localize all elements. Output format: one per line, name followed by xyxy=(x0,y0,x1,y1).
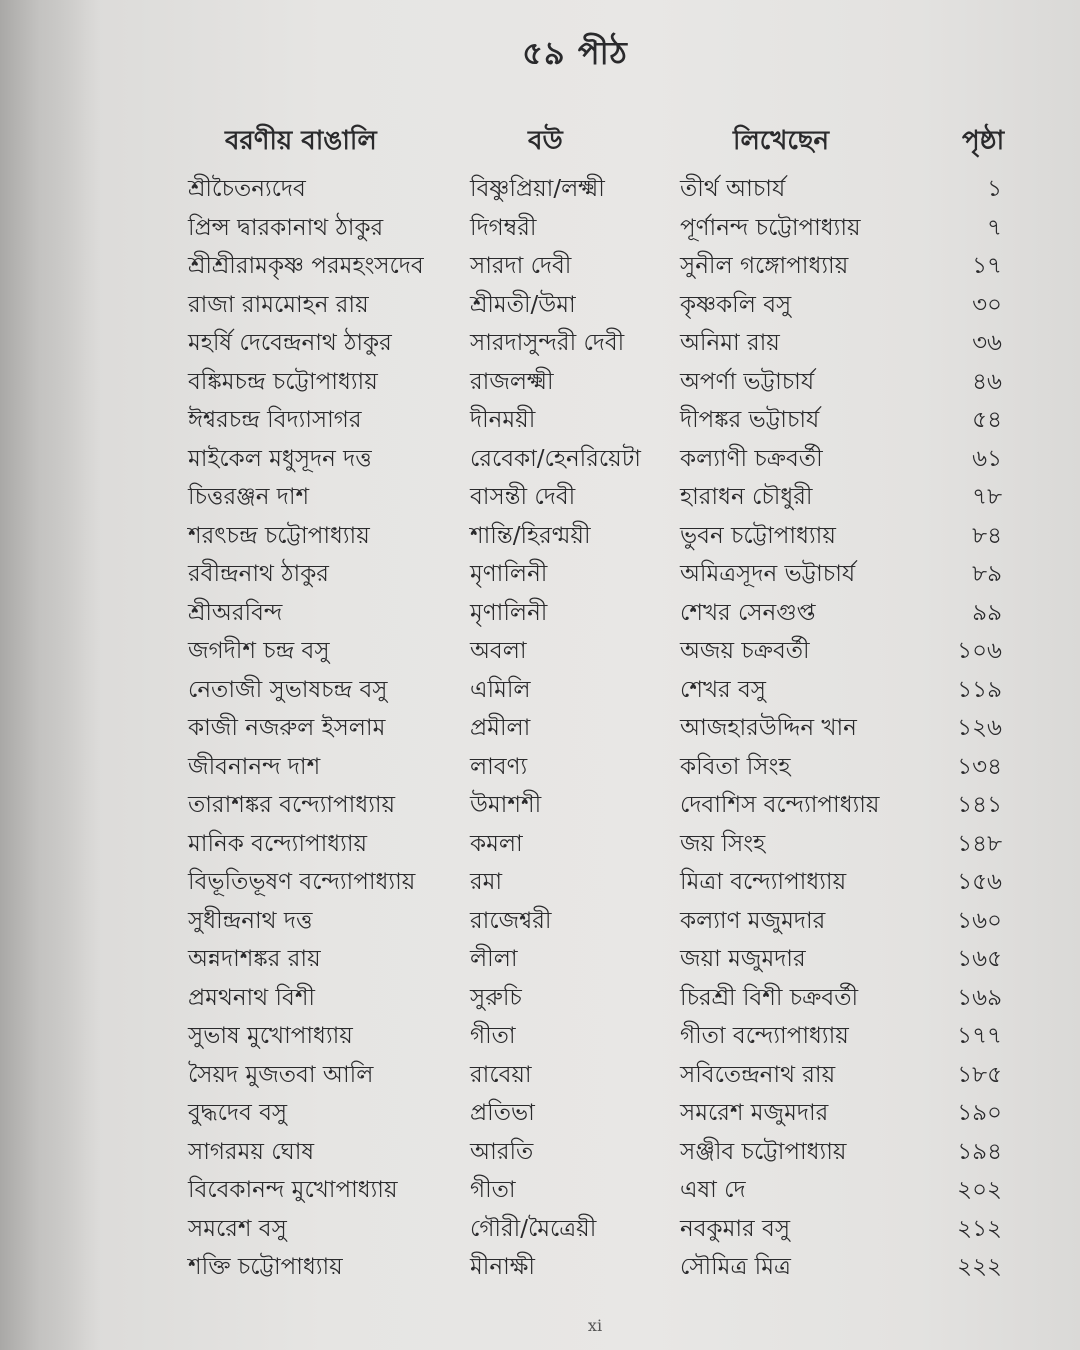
author-name: চিরশ্রী বিশী চক্রবর্তী xyxy=(680,984,859,1011)
page-number: ১৬০ xyxy=(957,907,1002,934)
page-number: ৮৯ xyxy=(972,561,1002,587)
celebrity-name: প্রমথনাথ বিশী xyxy=(188,984,316,1011)
celebrity-name: বিভূতিভূষণ বন্দ্যোপাধ্যায় xyxy=(188,869,416,895)
table-row xyxy=(0,632,1080,671)
author-name: সৌমিত্র মিত্র xyxy=(680,1254,791,1280)
page-number: ২০২ xyxy=(957,1177,1002,1203)
author-name: মিত্রা বন্দ্যোপাধ্যায় xyxy=(680,869,847,895)
table-row xyxy=(0,671,1080,710)
page-number: ৮৪ xyxy=(972,522,1002,549)
table-row xyxy=(0,1017,1080,1056)
page-number: ৪৬ xyxy=(972,368,1002,395)
page-number: ১৯০ xyxy=(957,1100,1002,1126)
table-row xyxy=(0,786,1080,825)
table-row xyxy=(0,555,1080,594)
table-row xyxy=(0,517,1080,556)
celebrity-name: তারাশঙ্কর বন্দ্যোপাধ্যায় xyxy=(188,792,396,818)
table-row xyxy=(0,1171,1080,1210)
wife-name: গীতা xyxy=(470,1023,516,1049)
wife-name: বিষ্ণুপ্রিয়া/লক্ষ্মী xyxy=(470,176,605,202)
table-row xyxy=(0,170,1080,209)
wife-name: লাবণ্য xyxy=(470,753,528,780)
author-name: দীপঙ্কর ভট্টাচার্য xyxy=(680,407,820,433)
page-number: ১৪৮ xyxy=(957,830,1002,857)
wife-name: গীতা xyxy=(470,1177,516,1203)
celebrity-name: ঈশ্বরচন্দ্র বিদ্যাসাগর xyxy=(188,407,362,433)
page-number-footer: xi xyxy=(587,1316,603,1335)
page-number: ১৮৫ xyxy=(957,1061,1002,1088)
celebrity-name: শ্রীচৈতন্যদেব xyxy=(188,176,306,202)
author-name: শেখর সেনগুপ্ত xyxy=(680,599,816,626)
wife-name: গৌরী/মৈত্রেয়ী xyxy=(470,1215,597,1242)
celebrity-name: নেতাজী সুভাষচন্দ্র বসু xyxy=(188,676,388,703)
celebrity-name: বুদ্ধদেব বসু xyxy=(188,1100,288,1126)
page-number: ১৭ xyxy=(972,253,1002,279)
page-number: ৭৮ xyxy=(972,484,1002,510)
page-number: ৬১ xyxy=(972,445,1002,472)
wife-name: শ্রীমতী/উমা xyxy=(470,291,576,318)
author-name: কবিতা সিংহ xyxy=(680,753,791,780)
table-row xyxy=(0,1210,1080,1249)
wife-name: লীলা xyxy=(470,946,518,972)
author-name: সবিতেন্দ্রনাথ রায় xyxy=(680,1061,836,1088)
wife-name: মৃণালিনী xyxy=(470,599,548,626)
table-row xyxy=(0,1248,1080,1287)
celebrity-name: শরৎচন্দ্র চট্টোপাধ্যায় xyxy=(188,522,370,549)
page-number: ১৭৭ xyxy=(957,1023,1002,1049)
table-row xyxy=(0,825,1080,864)
table-row xyxy=(0,594,1080,633)
wife-name: শান্তি/হিরণ্ময়ী xyxy=(470,522,591,549)
table-row xyxy=(0,363,1080,402)
author-name: হারাধন চৌধুরী xyxy=(680,484,813,510)
author-name: পূর্ণানন্দ চট্টোপাধ্যায় xyxy=(680,214,861,241)
celebrity-name: মানিক বন্দ্যোপাধ্যায় xyxy=(188,830,368,857)
author-name: কল্যাণী চক্রবর্তী xyxy=(680,445,823,472)
celebrity-name: মাইকেল মধুসূদন দত্ত xyxy=(188,445,372,472)
wife-name: অবলা xyxy=(470,638,527,664)
wife-name: সারদাসুন্দরী দেবী xyxy=(470,330,625,356)
wife-name: সারদা দেবী xyxy=(470,253,572,279)
column-header-author: লিখেছেন xyxy=(733,126,830,156)
wife-name: মৃণালিনী xyxy=(470,561,548,587)
table-row xyxy=(0,709,1080,748)
author-name: ভুবন চট্টোপাধ্যায় xyxy=(680,522,836,549)
celebrity-name: শ্রীশ্রীরামকৃষ্ণ পরমহংসদেব xyxy=(188,253,424,279)
table-row xyxy=(0,401,1080,440)
page-number: ১ xyxy=(987,176,1002,202)
page-number: ১৫৬ xyxy=(957,869,1002,895)
table-row xyxy=(0,1133,1080,1172)
table-row xyxy=(0,440,1080,479)
celebrity-name: রবীন্দ্রনাথ ঠাকুর xyxy=(188,561,329,587)
author-name: সুনীল গঙ্গোপাধ্যায় xyxy=(680,253,849,279)
page-title: ৫৯ পীঠ xyxy=(522,34,628,72)
page-number: ৩৬ xyxy=(972,330,1002,356)
wife-name: দিগম্বরী xyxy=(470,214,537,241)
table-row xyxy=(0,863,1080,902)
wife-name: উমাশশী xyxy=(470,792,542,818)
author-name: সঞ্জীব চট্টোপাধ্যায় xyxy=(680,1138,847,1165)
page-number: ১৬৫ xyxy=(957,946,1002,972)
page-number: ১১৯ xyxy=(957,676,1002,703)
author-name: জয় সিংহ xyxy=(680,830,766,857)
page-number: ২২২ xyxy=(957,1254,1002,1280)
wife-name: রাবেয়া xyxy=(470,1061,532,1088)
celebrity-name: জীবনানন্দ দাশ xyxy=(188,753,321,780)
celebrity-name: অন্নদাশঙ্কর রায় xyxy=(188,946,321,972)
celebrity-name: জগদীশ চন্দ্র বসু xyxy=(188,638,330,664)
author-name: এষা দে xyxy=(680,1177,746,1203)
table-row xyxy=(0,324,1080,363)
column-header-page: পৃষ্ঠা xyxy=(962,126,1005,156)
wife-name: প্রতিভা xyxy=(470,1100,535,1126)
celebrity-name: কাজী নজরুল ইসলাম xyxy=(188,715,386,741)
page-number: ২১২ xyxy=(957,1215,1002,1242)
wife-name: সুরুচি xyxy=(470,984,522,1011)
celebrity-name: শ্রীঅরবিন্দ xyxy=(188,599,283,626)
author-name: শেখর বসু xyxy=(680,676,767,703)
celebrity-name: সাগরময় ঘোষ xyxy=(188,1138,315,1165)
page-number: ১৪১ xyxy=(957,792,1002,818)
wife-name: দীনময়ী xyxy=(470,407,536,433)
table-row xyxy=(0,940,1080,979)
table-row xyxy=(0,1056,1080,1095)
table-row xyxy=(0,286,1080,325)
author-name: কৃষ্ণকলি বসু xyxy=(680,291,792,318)
column-header-wife: বউ xyxy=(528,126,563,156)
page-number: ১২৬ xyxy=(957,715,1002,741)
table-row xyxy=(0,979,1080,1018)
wife-name: বাসন্তী দেবী xyxy=(470,484,576,510)
author-name: সমরেশ মজুমদার xyxy=(680,1100,829,1126)
author-name: অনিমা রায় xyxy=(680,330,780,356)
page-number: ৩০ xyxy=(972,291,1002,318)
page-number: ১৬৯ xyxy=(957,984,1002,1011)
celebrity-name: সুধীন্দ্রনাথ দত্ত xyxy=(188,907,313,934)
page-number: ১৯৪ xyxy=(957,1138,1002,1165)
wife-name: রেবেকা/হেনরিয়েটা xyxy=(470,445,641,472)
wife-name: মীনাক্ষী xyxy=(470,1254,535,1280)
celebrity-name: সৈয়দ মুজতবা আলি xyxy=(188,1061,374,1088)
celebrity-name: প্রিন্স দ্বারকানাথ ঠাকুর xyxy=(188,214,384,241)
table-row xyxy=(0,478,1080,517)
table-row xyxy=(0,1094,1080,1133)
page-number: ৫৪ xyxy=(972,407,1002,433)
celebrity-name: সুভাষ মুখোপাধ্যায় xyxy=(188,1023,353,1049)
column-header-name: বরণীয় বাঙালি xyxy=(225,126,377,156)
author-name: কল্যাণ মজুমদার xyxy=(680,907,826,934)
wife-name: প্রমীলা xyxy=(470,715,531,741)
celebrity-name: রাজা রামমোহন রায় xyxy=(188,291,369,318)
table-row xyxy=(0,209,1080,248)
author-name: দেবাশিস বন্দ্যোপাধ্যায় xyxy=(680,792,880,818)
celebrity-name: চিত্তরঞ্জন দাশ xyxy=(188,484,310,510)
page-number: ১৩৪ xyxy=(957,753,1002,780)
wife-name: এমিলি xyxy=(470,676,531,703)
page-number: ৭ xyxy=(987,214,1002,241)
page-number: ১০৬ xyxy=(957,638,1002,664)
celebrity-name: শক্তি চট্টোপাধ্যায় xyxy=(188,1254,343,1280)
contents-table xyxy=(0,170,1080,1287)
table-row xyxy=(0,748,1080,787)
wife-name: কমলা xyxy=(470,830,523,857)
page-number: ৯৯ xyxy=(972,599,1002,626)
wife-name: রমা xyxy=(470,869,503,895)
table-row xyxy=(0,902,1080,941)
celebrity-name: মহর্ষি দেবেন্দ্রনাথ ঠাকুর xyxy=(188,330,392,356)
wife-name: আরতি xyxy=(470,1138,534,1165)
celebrity-name: বঙ্কিমচন্দ্র চট্টোপাধ্যায় xyxy=(188,368,378,395)
table-row xyxy=(0,247,1080,286)
author-name: আজহারউদ্দিন খান xyxy=(680,715,857,741)
author-name: অপর্ণা ভট্টাচার্য xyxy=(680,368,815,395)
author-name: অজয় চক্রবর্তী xyxy=(680,638,810,664)
celebrity-name: সমরেশ বসু xyxy=(188,1215,287,1242)
author-name: অমিত্রসূদন ভট্টাচার্য xyxy=(680,561,856,587)
author-name: তীর্থ আচার্য xyxy=(680,176,786,202)
author-name: গীতা বন্দ্যোপাধ্যায় xyxy=(680,1023,849,1049)
wife-name: রাজলক্ষ্মী xyxy=(470,368,554,395)
wife-name: রাজেশ্বরী xyxy=(470,907,552,934)
author-name: নবকুমার বসু xyxy=(680,1215,791,1242)
author-name: জয়া মজুমদার xyxy=(680,946,806,972)
celebrity-name: বিবেকানন্দ মুখোপাধ্যায় xyxy=(188,1177,398,1203)
